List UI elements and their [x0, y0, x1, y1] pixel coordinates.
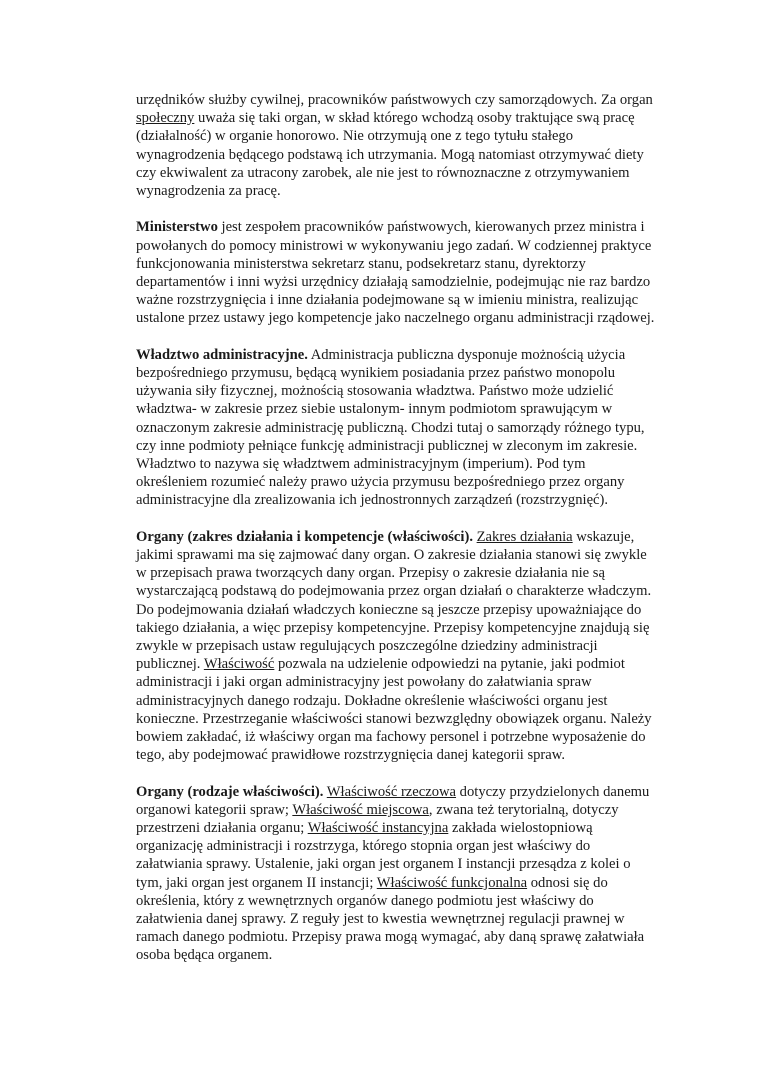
text-segment: odnosi się do określenia, który z wewnętrznych organów danego podmiotu jest właściwy do załatwienia danej sprawy. Z reguły jest to kwestia wewnętrznej regulacji prawnej w ramach danego podmiotu. Przepisy prawa mogą wymagać, aby daną sprawę załatwiała osoba będąca organem.: [136, 874, 645, 964]
paragraph-organy-rodzaje: [136, 783, 656, 965]
text-segment: pozwala na udzielenie odpowiedzi na pytanie, jaki podmiot administracji i jaki organ administracyjny jest powołany do załatwiania spraw administracyjnych danego rodzaju. Dokładne określenie właściwości organu jest konieczne. Przestrzeganie właściwości stanowi bezwzględny obowiązek organu. Należy bowiem zakładać, iż właściwy organ ma fachowy personel i potrzebne wyposażenie do tego, aby podejmować prawidłowe rozstrzygnięcia danej kategorii spraw.: [136, 656, 652, 764]
underlined-term-spoleczny: społeczny: [136, 110, 195, 127]
underlined-term-wlasciwosc: Właściwość: [203, 656, 275, 673]
heading-ministerstwo: Ministerstwo: [136, 219, 218, 236]
text-segment: urzędników służby cywilnej, pracowników państwowych czy samorządowych. Za organ: [136, 92, 653, 108]
heading-organy-zakres: Organy (zakres działania i kompetencje (właściwości).: [136, 528, 473, 545]
underlined-term-zakres-dzialania: Zakres działania: [476, 528, 573, 545]
underlined-term-wlasciwosc-rzeczowa: Właściwość rzeczowa: [326, 783, 457, 800]
text-segment: dotyczy przydzielonych danemu organowi kategorii spraw;: [136, 783, 650, 818]
text-segment: Administracja publiczna dysponuje możnością użycia bezpośredniego przymusu, będącą wynikiem posiadania przez państwo monopolu używania siły fizycznej, możnością stosowania władztwa. Państwo może udzielić władztwa- w zakresie przez siebie ustalonym- innym podmiotom sprawującym w oznaczonym zakresie administrację publiczną. Chodzi tutaj o samorządy różnego typu, czy inne podmioty pełniące funkcję administracji publicznej w zleconym im zakresie. Władztwo to nazywa się władztwem administracyjnym (imperium). Pod tym określeniem rozumieć należy prawo użycia przymusu bezpośredniego przez organy administracyjne dla zrealizowania ich jednostronnych zarządzeń (rozstrzygnięć).: [136, 346, 645, 509]
paragraph-organ-spoleczny: [136, 91, 656, 200]
document-body: [136, 91, 656, 983]
text-segment: wskazuje, jakimi sprawami ma się zajmować dany organ. O zakresie działania stanowi się zwykle w przepisach prawa tworzących dany organ. Przepisy o zakresie działania nie są wystarczającą podstawą do podejmowania przez organ działań o charakterze władczym. Do podejmowania działań władczych konieczne są jeszcze przepisy upoważniające do takiego działania, a więc przepisy kompetencyjne. Przepisy kompetencyjne znajdują się zwykle w przepisach ustaw regulujących poszczególne dziedziny administracji publicznej.: [136, 528, 652, 673]
paragraph-organy-zakres: [136, 528, 656, 765]
text-segment: , zwana też terytorialną, dotyczy przestrzeni działania organu;: [136, 801, 619, 837]
text-segment: zakłada wielostopniową organizację administracji i rozstrzyga, którego stopnia organ jest właściwy do załatwiania sprawy. Ustalenie, jaki organ jest organem I instancji przesądza z kolei o tym, jaki organ jest organem II instancji;: [136, 820, 631, 891]
paragraph-wladztwo: [136, 346, 656, 510]
text-segment: jest zespołem pracowników państwowych, kierowanych przez ministra i powołanych do pomocy ministrowi w wykonywaniu jego zadań. W codziennej praktyce funkcjonowania ministerstwa sekretarz stanu, podsekretarz stanu, dyrektorzy departamentów i inni wyżsi urzędnicy działają samodzielnie, podejmując nie raz bardzo ważne rozstrzygnięcia i inne działania podejmowane są w imieniu ministra, realizując ustalone przez ustawy jego kompetencje jako naczelnego organu administracji rządowej.: [136, 219, 655, 327]
heading-wladztwo: Władztwo administracyjne.: [136, 346, 308, 363]
text-segment: uważa się taki organ, w skład którego wchodzą osoby traktujące swą pracę (działalność) w organie honorowo. Nie otrzymują one z tego tytułu stałego wynagrodzenia będącego podstawą ich utrzymania. Mogą natomiast otrzymywać diety czy ekwiwalent za utracony zarobek, ale nie jest to równoznaczne z otrzymywaniem wynagrodzenia za pracę.: [136, 110, 644, 200]
underlined-term-wlasciwosc-instancyjna: Właściwość instancyjna: [307, 820, 449, 837]
underlined-term-wlasciwosc-funkcjonalna: Właściwość funkcjonalna: [376, 874, 528, 891]
underlined-term-wlasciwosc-miejscowa: Właściwość miejscowa: [292, 801, 429, 818]
paragraph-ministerstwo: [136, 218, 656, 327]
heading-organy-rodzaje: Organy (rodzaje właściwości).: [136, 783, 324, 800]
